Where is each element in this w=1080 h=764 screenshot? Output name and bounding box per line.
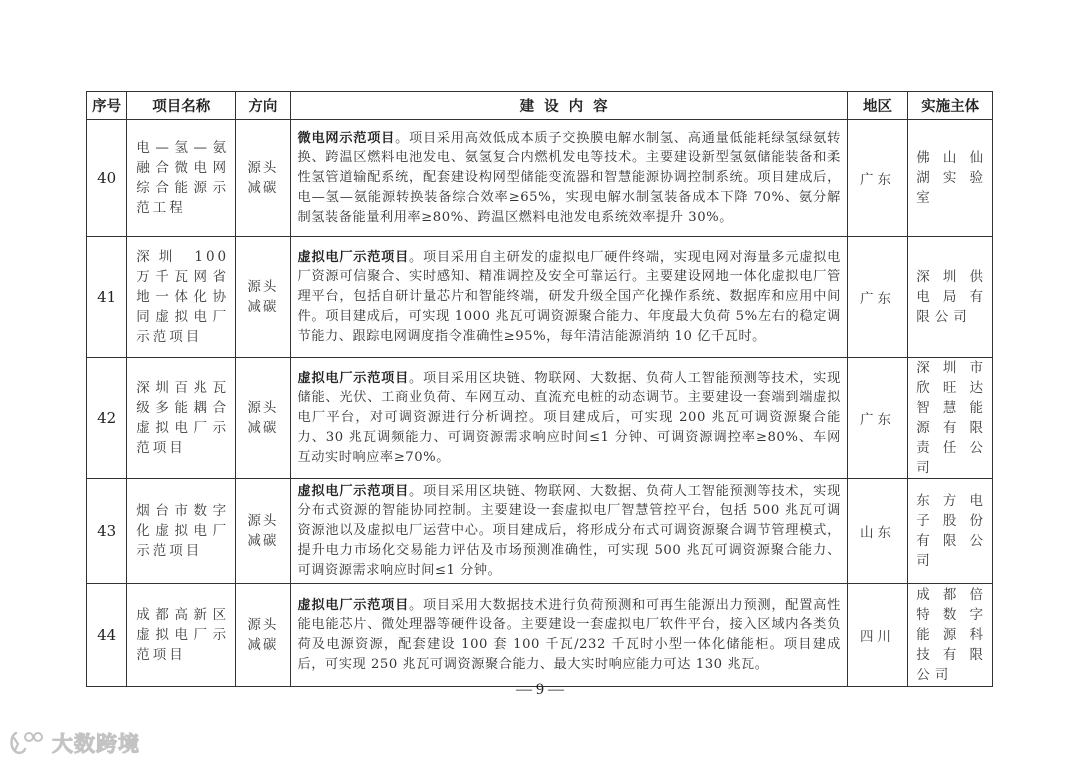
row-num: 40 xyxy=(87,120,127,237)
row-num: 43 xyxy=(87,479,127,584)
row-num: 42 xyxy=(87,358,127,479)
project-name: 深圳 100 万千瓦网省地一体化协同虚拟电厂示范项目 xyxy=(136,249,230,345)
row-name-cell xyxy=(127,237,236,358)
row-entity-cell xyxy=(908,237,993,358)
content-lead: 虚拟电厂示范项目 xyxy=(297,370,410,386)
row-name-cell xyxy=(127,584,236,687)
region: 山东 xyxy=(860,525,896,541)
row-content-cell xyxy=(290,120,847,237)
row-num: 41 xyxy=(87,237,127,358)
row-region-cell xyxy=(847,584,907,687)
region: 四川 xyxy=(860,629,896,645)
direction: 源头减碳 xyxy=(247,513,279,549)
region: 广东 xyxy=(860,412,896,428)
header-num: 序号 xyxy=(87,92,127,120)
row-name-cell xyxy=(127,358,236,479)
content xyxy=(291,594,847,677)
direction: 源头减碳 xyxy=(247,617,279,653)
project-name: 成都高新区虚拟电厂示范项目 xyxy=(136,607,230,663)
content xyxy=(291,127,847,230)
project-name: 烟台市数字化虚拟电厂示范项目 xyxy=(136,503,230,559)
row-region-cell xyxy=(847,120,907,237)
page-number: — 9 — xyxy=(516,681,564,698)
table-row xyxy=(87,237,993,358)
projects-table xyxy=(86,91,993,687)
region: 广东 xyxy=(860,172,896,188)
content-lead: 虚拟电厂示范项目 xyxy=(297,483,410,499)
watermark-text: 大数跨境 xyxy=(52,732,140,756)
region: 广东 xyxy=(860,291,896,307)
content xyxy=(291,480,847,583)
header-content: 建设内容 xyxy=(290,92,847,120)
content-body: 。项目采用大数据技术进行负荷预测和可再生能源出力预测，配置高性能电能芯片、微处理器等硬件设备。主要建设一套虚拟电厂软件平台，接入区域内各类负荷及电源资源，配套建设 100 套 100 千瓦/232 千瓦时小型一体化储能柜。项目建成后，可实现 250 兆瓦可调资源聚合能力、最大实时响应能力可达 130 兆瓦。 xyxy=(297,597,841,672)
content-body: 。项目采用区块链、物联网、大数据、负荷人工智能预测等技术，实现分布式资源的智能协同控制。主要建设一套虚拟电厂智慧管控平台，包括 500 兆瓦可调资源池以及虚拟电厂运营中心。项目建成后，将形成分布式可调资源聚合调节管理模式，提升电力市场化交易能力评估及市场预测准确性，可实现 500 兆瓦可调资源聚合能力、可调资源需求响应时间≤1 分钟。 xyxy=(297,483,841,578)
header-entity: 实施主体 xyxy=(908,92,993,120)
content-body: 。项目采用高效低成本质子交换膜电解水制氢、高通量低能耗绿氢绿氨转换、跨温区燃料电池发电、氨氢复合内燃机发电等技术。主要建设新型氢氨储能装备和柔性氢管道输配系统，配套建设构网型储能变流器和智慧能源协调控制系统。项目建成后，电—氢—氨能源转换装备综合效率≥65%，实现电解水制氢装备成本下降 70%、氨分解制氢装备能量利用率≥80%、跨温区燃料电池发电系统效率提升 30%。 xyxy=(297,130,841,225)
row-content-cell xyxy=(290,237,847,358)
header-direction: 方向 xyxy=(236,92,290,120)
project-name: 深圳百兆瓦级多能耦合虚拟电厂示范项目 xyxy=(136,380,230,456)
row-region-cell xyxy=(847,358,907,479)
row-direction-cell xyxy=(236,237,290,358)
row-content-cell xyxy=(290,358,847,479)
row-direction-cell xyxy=(236,584,290,687)
direction: 源头减碳 xyxy=(247,160,279,196)
content-lead: 虚拟电厂示范项目 xyxy=(297,597,410,613)
row-name-cell xyxy=(127,120,236,237)
table-row xyxy=(87,584,993,687)
row-direction-cell xyxy=(236,358,290,479)
entity: 深圳供电局有限公司 xyxy=(916,269,988,325)
table-row xyxy=(87,120,993,237)
table-row xyxy=(87,479,993,584)
row-region-cell xyxy=(847,479,907,584)
content-lead: 虚拟电厂示范项目 xyxy=(297,249,410,265)
row-name-cell xyxy=(127,479,236,584)
table-row xyxy=(87,358,993,479)
content-lead: 微电网示范项目 xyxy=(297,130,396,146)
row-num: 44 xyxy=(87,584,127,687)
row-direction-cell xyxy=(236,479,290,584)
row-entity-cell xyxy=(908,120,993,237)
header-name: 项目名称 xyxy=(127,92,236,120)
row-entity-cell xyxy=(908,358,993,479)
row-region-cell xyxy=(847,237,907,358)
row-entity-cell xyxy=(908,584,993,687)
row-content-cell xyxy=(290,479,847,584)
header-region: 地区 xyxy=(847,92,907,120)
direction: 源头减碳 xyxy=(247,279,279,315)
watermark xyxy=(8,728,140,758)
content xyxy=(291,367,847,470)
entity: 佛山仙湖实验室 xyxy=(916,150,988,206)
row-content-cell xyxy=(290,584,847,687)
content xyxy=(291,246,847,349)
content-body: 。项目采用区块链、物联网、大数据、负荷人工智能预测等技术，实现储能、光伏、工商业负荷、车网互动、直流充电桩的动态调节。主要建设一套端到端虚拟电厂平台，对可调资源进行分析调控。项目建成后，可实现 200 兆瓦可调资源聚合能力、30 兆瓦调频能力、可调资源需求响应时间≤1 分钟、可调资源调控率≥80%、车网互动实时响应率≥70%。 xyxy=(297,370,841,465)
row-entity-cell xyxy=(908,479,993,584)
logo-icon xyxy=(8,730,46,756)
entity: 成都倍特数字能源科技有限公司 xyxy=(916,587,988,683)
table-header-row xyxy=(87,92,993,120)
content-body: 。项目采用自主研发的虚拟电厂硬件终端，实现电网对海量多元虚拟电厂资源可信聚合、实时感知、精准调控及安全可靠运行。主要建设网地一体化虚拟电厂管理平台，包括自研计量芯片和智能终端，研发升级全国产化操作系统、数据库和应用中间件。项目建成后，可实现 1000 兆瓦可调资源聚合能力、年度最大负荷 5%左右的稳定调节能力、跟踪电网调度指令准确性≥95%，每年清洁能源消纳 10 亿千瓦时。 xyxy=(297,249,841,344)
entity: 东方电子股份有限公司 xyxy=(916,493,988,569)
direction: 源头减碳 xyxy=(247,400,279,436)
project-name: 电—氢—氨融合微电网综合能源示范工程 xyxy=(136,140,230,216)
row-direction-cell xyxy=(236,120,290,237)
entity: 深圳市欣旺达智慧能源有限责任公司 xyxy=(916,360,988,476)
